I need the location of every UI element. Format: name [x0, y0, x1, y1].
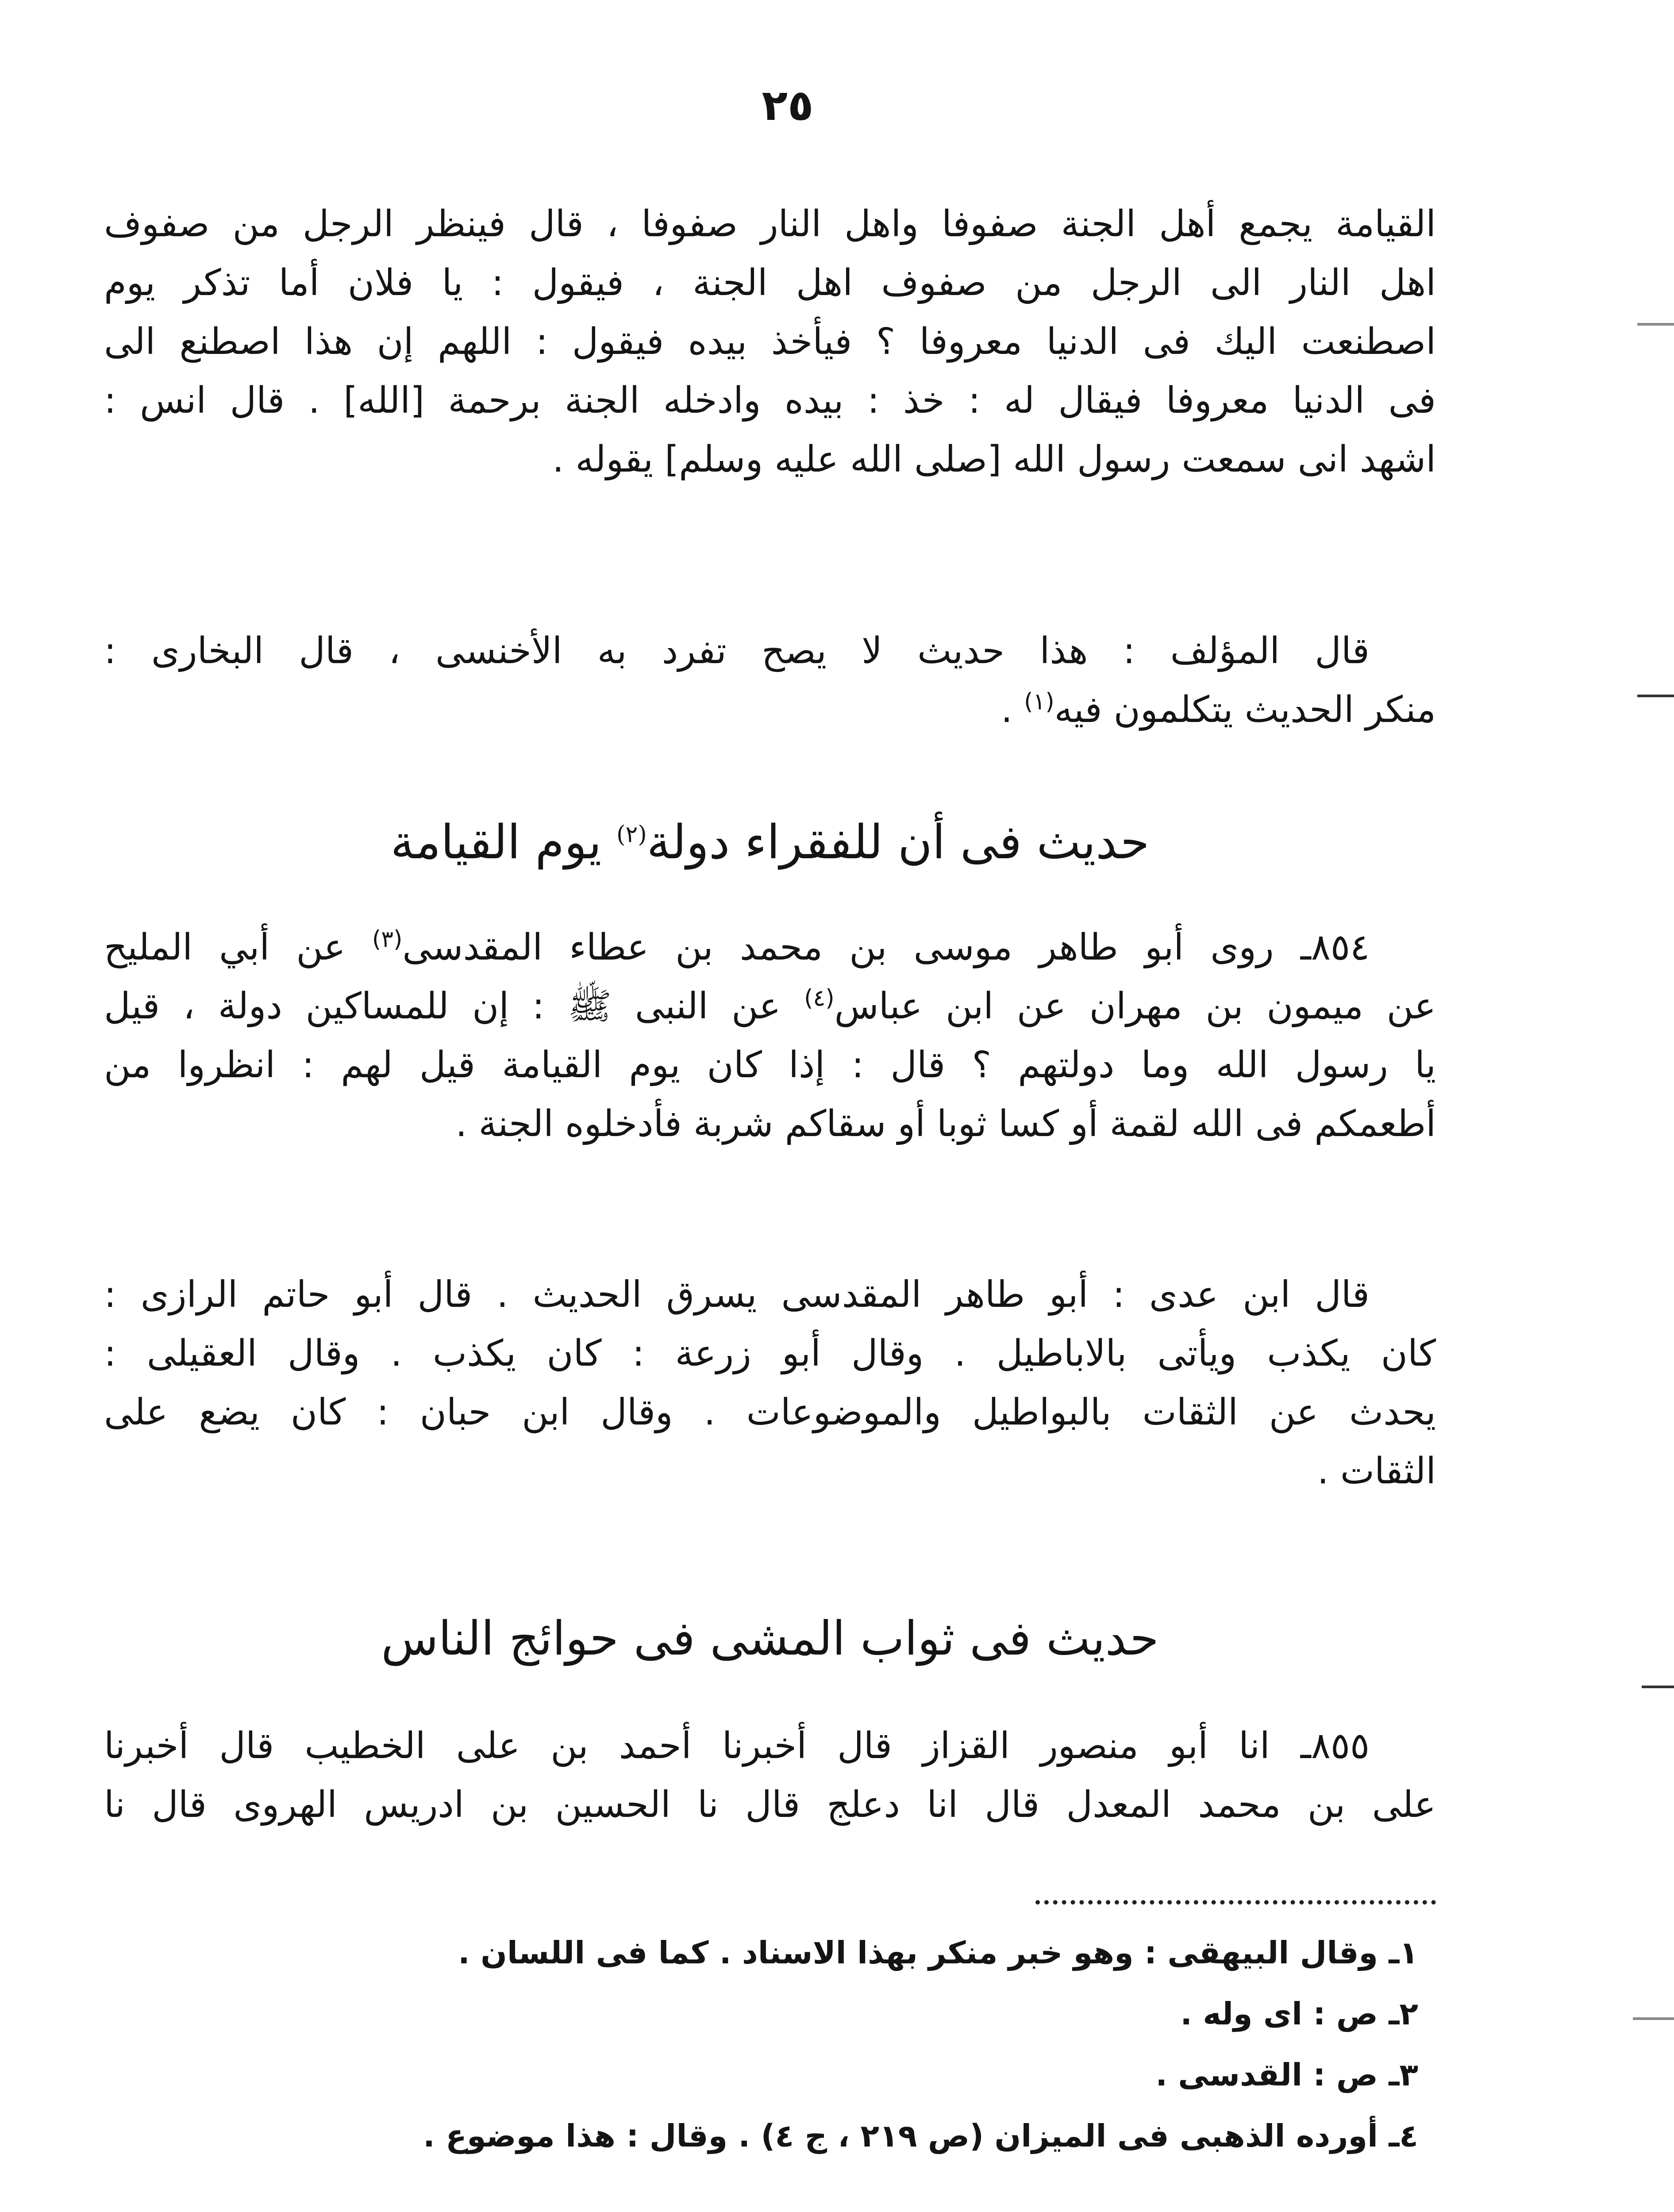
scan-margin-mark — [1633, 2017, 1674, 2020]
heading-text: حديث فى أن للفقراء دولة — [647, 815, 1150, 869]
footnote-ref: (٣) — [372, 926, 403, 953]
scan-margin-mark — [1637, 323, 1674, 326]
paragraph-hadith-854 — [104, 918, 1436, 1153]
text-line: قال ابن عدى : أبو طاهر المقدسى يسرق الحديث . قال أبو حاتم الرازى : — [104, 1274, 1370, 1316]
footnote: ١ـ وقال البيهقى : وهو خبر منكر بهذا الاسناد . كما فى اللسان . — [458, 1935, 1418, 1971]
text-line: اشهد انى سمعت رسول الله [صلى الله عليه وسلم] يقوله . — [552, 438, 1436, 480]
text-fragment: عن ميمون بن مهران عن ابن عباس — [834, 985, 1436, 1027]
footnotes — [104, 1922, 1436, 2166]
text-line: فى الدنيا معروفا فيقال له : خذ : بيده وادخله الجنة برحمة [الله] . قال انس : — [104, 380, 1436, 422]
footnote: ٢ـ ص : اى وله . — [1180, 1996, 1418, 2032]
footnote: ٣ـ ص : القدسى . — [1155, 2057, 1418, 2093]
text-line — [104, 680, 1436, 739]
text-line: على بن محمد المعدل قال انا دعلج قال نا الحسين بن ادريس الهروى قال نا — [104, 1784, 1436, 1826]
text-fragment: عن أبي المليح — [104, 926, 372, 968]
text-fragment: عن النبى ﷺ : إن للمساكين دولة ، قيل — [104, 985, 804, 1027]
text-line: اصطنعت اليك فى الدنيا معروفا ؟ فيأخذ بيده فيقول : اللهم إن هذا اصطنع الى — [104, 321, 1436, 363]
text-line — [104, 977, 1436, 1036]
text-fragment: . — [1001, 689, 1024, 731]
scan-margin-mark — [1642, 1686, 1674, 1688]
text-line: قال المؤلف : هذا حديث لا يصح تفرد به الأخنسى ، قال البخارى : — [104, 630, 1370, 672]
footnote-ref: (٢) — [616, 821, 647, 848]
paragraph-author-comment — [104, 622, 1436, 739]
footnote: ٤ـ أورده الذهبى فى الميزان (ص ٢١٩ ، ج ٤) . وقال : هذا موضوع . — [423, 2118, 1418, 2154]
paragraph-hadith-855 — [104, 1717, 1436, 1834]
text-line: القيامة يجمع أهل الجنة صفوفا واهل النار صفوفا ، قال فينظر الرجل من صفوف — [104, 203, 1436, 245]
text-line: اهل النار الى الرجل من صفوف اهل الجنة ، فيقول : يا فلان أما تذكر يوم — [104, 262, 1436, 304]
footnote-separator — [1035, 1900, 1436, 1905]
text-line: كان يكذب ويأتى بالاباطيل . وقال أبو زرعة : كان يكذب . وقال العقيلى : — [104, 1333, 1436, 1375]
text-line: يحدث عن الثقات بالبواطيل والموضوعات . وقال ابن حبان : كان يضع على — [104, 1391, 1436, 1433]
paragraph-continuation — [104, 195, 1436, 489]
text-line — [104, 918, 1436, 977]
paragraph-narrator-criticism — [104, 1265, 1436, 1501]
scan-margin-mark — [1637, 695, 1674, 697]
footnote-ref: (٤) — [804, 985, 835, 1012]
text-line: الثقات . — [1317, 1450, 1436, 1492]
section-heading — [104, 814, 1436, 870]
footnote-ref: (١) — [1024, 688, 1054, 715]
text-fragment: منكر الحديث يتكلمون فيه — [1054, 689, 1436, 731]
text-line: ٨٥٥ـ انا أبو منصور القزاز قال أخبرنا أحمد بن على الخطيب قال أخبرنا — [104, 1725, 1370, 1767]
text-line: يا رسول الله وما دولتهم ؟ قال : إذا كان يوم القيامة قيل لهم : انظروا من — [104, 1044, 1436, 1086]
text-fragment: ٨٥٤ـ روى أبو طاهر موسى بن محمد بن عطاء المقدسى — [402, 926, 1370, 968]
text-line: أطعمكم فى الله لقمة أو كسا ثوبا أو سقاكم شربة فأدخلوه الجنة . — [455, 1103, 1436, 1145]
section-heading: حديث فى ثواب المشى فى حوائج الناس — [381, 1611, 1159, 1666]
page-number: ٢٥ — [762, 81, 814, 130]
heading-text: يوم القيامة — [390, 815, 617, 869]
